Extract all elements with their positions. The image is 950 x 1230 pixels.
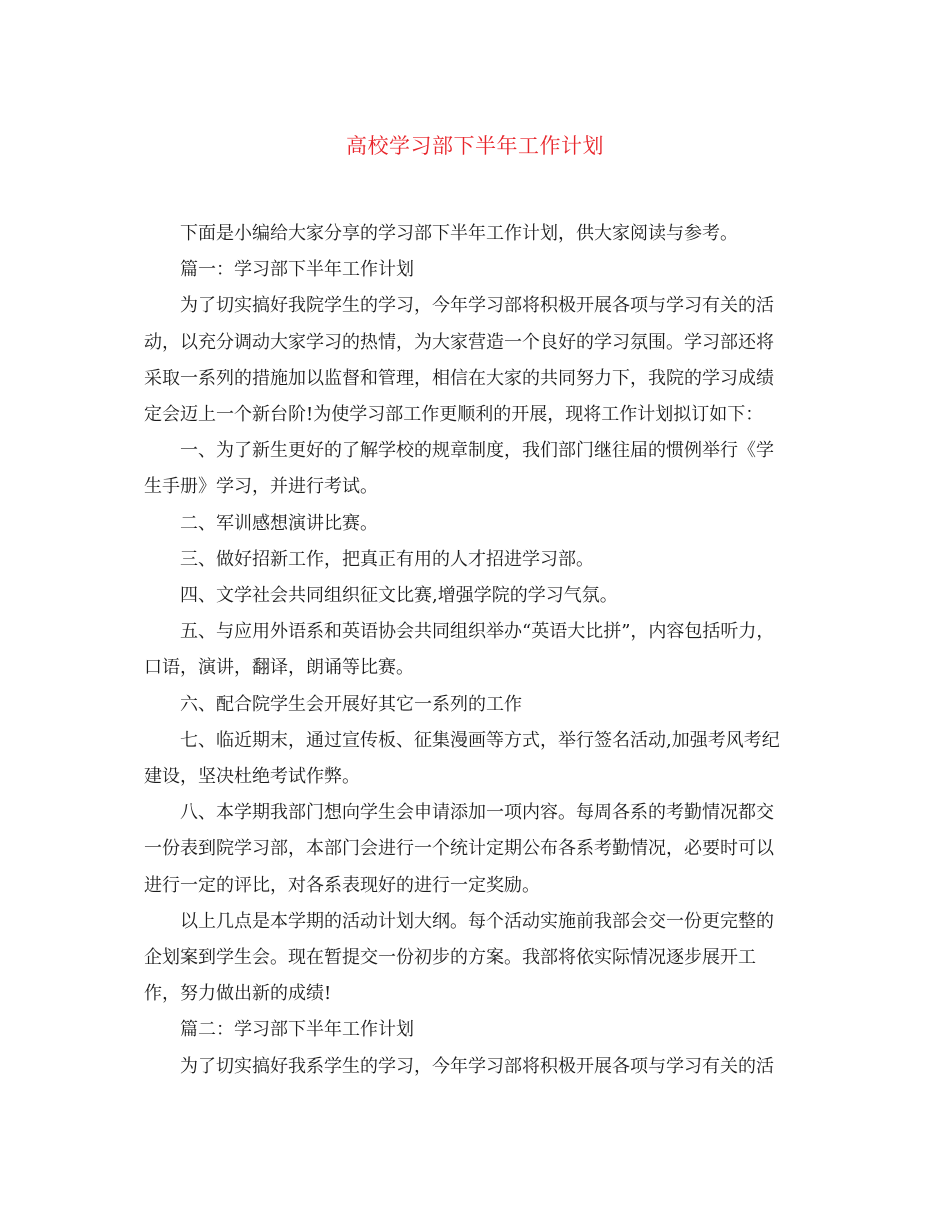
text-line: 作，努力做出新的成绩! xyxy=(144,983,332,1005)
text-line: 一份表到院学习部，本部门会进行一个统计定期公布各系考勤情况，必要时可以 xyxy=(144,838,774,860)
text-line: 八、本学期我部门想向学生会申请添加一项内容。每周各系的考勤情况都交 xyxy=(180,802,774,824)
text-line: 以上几点是本学期的活动计划大纲。每个活动实施前我部会交一份更完整的 xyxy=(180,910,774,932)
text-line: 篇二：学习部下半年工作计划 xyxy=(180,1019,414,1041)
text-line: 下面是小编给大家分享的学习部下半年工作计划，供大家阅读与参考。 xyxy=(180,223,738,244)
text-line: 七、临近期末，通过宣传板、征集漫画等方式，举行签名活动,加强考风考纪 xyxy=(180,729,780,751)
text-line: 为了切实搞好我院学生的学习，今年学习部将积极开展各项与学习有关的活 xyxy=(180,295,774,317)
text-line: 生手册》学习，并进行考试。 xyxy=(144,476,378,498)
text-line: 二、军训感想演讲比赛。 xyxy=(180,512,378,534)
text-line: 五、与应用外语系和英语协会共同组织举办“英语大比拼”，内容包括听力， xyxy=(180,621,775,643)
text-line: 六、配合院学生会开展好其它一系列的工作 xyxy=(180,693,522,715)
text-line: 口语，演讲，翻译，朗诵等比赛。 xyxy=(144,657,414,679)
text-line: 动，以充分调动大家学习的热情，为大家营造一个良好的学习氛围。学习部还将 xyxy=(144,331,774,353)
document-title: 高校学习部下半年工作计划 xyxy=(346,134,604,158)
text-line: 四、文学社会共同组织征文比赛,增强学院的学习气氛。 xyxy=(180,585,618,607)
text-line: 企划案到学生会。现在暂提交一份初步的方案。我部将依实际情况逐步展开工 xyxy=(144,947,756,969)
text-line: 定会迈上一个新台阶!为使学习部工作更顺利的开展，现将工作计划拟订如下： xyxy=(144,404,764,426)
text-line: 采取一系列的措施加以监督和管理，相信在大家的共同努力下，我院的学习成绩 xyxy=(144,367,774,389)
document-body xyxy=(144,216,804,1085)
text-line: 为了切实搞好我系学生的学习，今年学习部将积极开展各项与学习有关的活 xyxy=(180,1055,774,1077)
text-line: 建设，坚决杜绝考试作弊。 xyxy=(144,766,360,788)
text-line: 三、做好招新工作，把真正有用的人才招进学习部。 xyxy=(180,548,594,570)
text-line: 一、为了新生更好的了解学校的规章制度，我们部门继往届的惯例举行《学 xyxy=(180,440,774,462)
text-line: 进行一定的评比，对各系表现好的进行一定奖励。 xyxy=(144,874,540,896)
text-line: 篇一：学习部下半年工作计划 xyxy=(180,259,414,281)
